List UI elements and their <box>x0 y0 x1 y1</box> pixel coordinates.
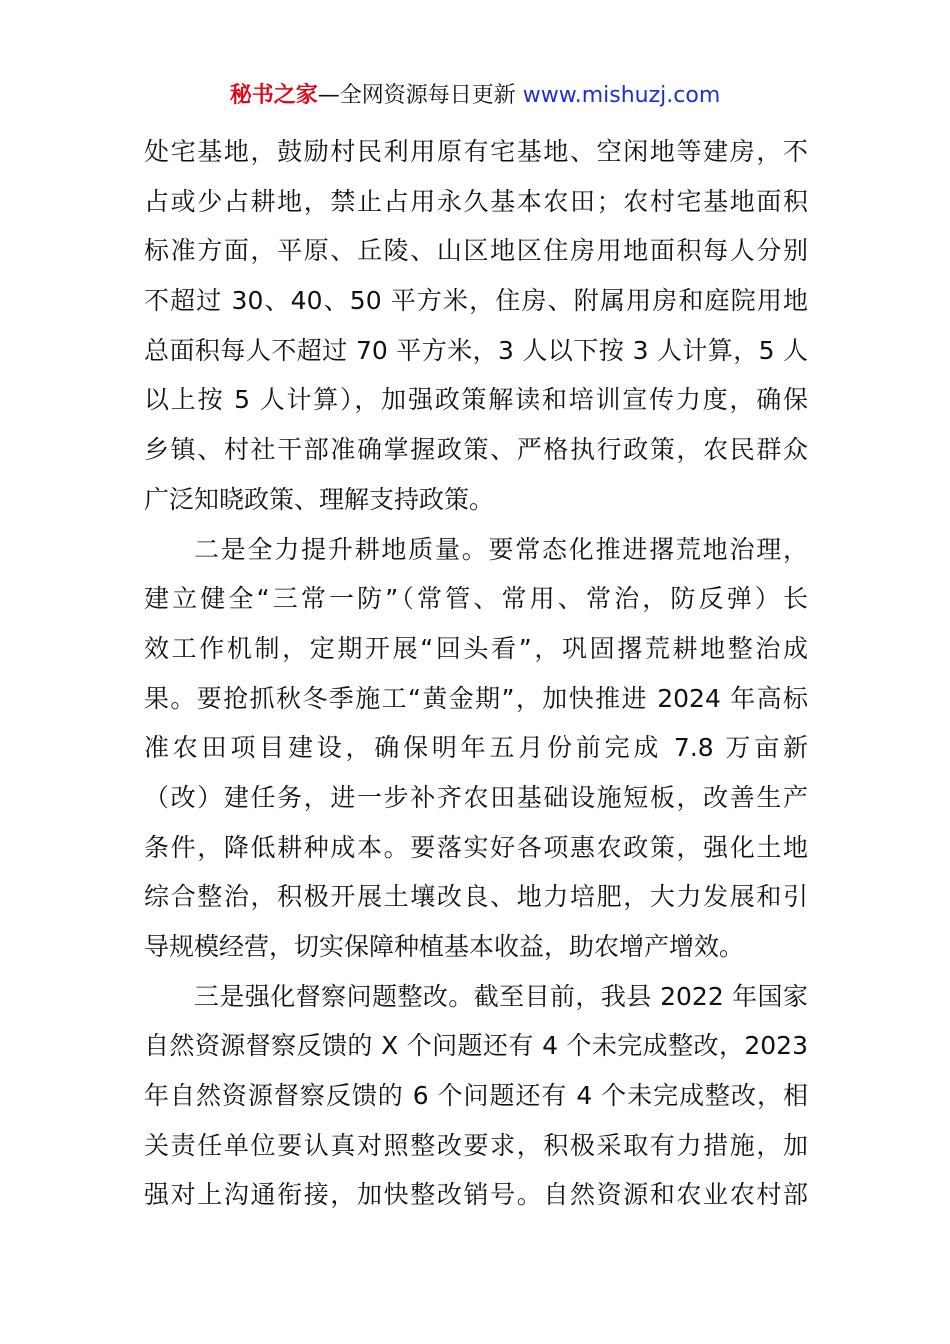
text-line: 建立健全“三常一防”（常管、常用、常治，防反弹）长 <box>144 584 808 614</box>
text-line: 处宅基地，鼓励村民利用原有宅基地、空闲地等建房，不 <box>144 137 808 166</box>
document-body <box>144 127 808 1220</box>
text-line: 二是全力提升耕地质量。要常态化推进撂荒地治理， <box>194 534 808 564</box>
site-brand: 秘书之家 <box>229 83 318 108</box>
text-line: 标准方面，平原、丘陵、山区地区住房用地面积每人分别 <box>144 236 808 266</box>
site-slogan: —全网资源每日更新 <box>317 83 523 108</box>
text-line: 强对上沟通衔接，加快整改销号。自然资源和农业农村部 <box>144 1180 808 1210</box>
text-line: 导规模经营，切实保障种植基本收益，助农增产增效。 <box>144 932 745 961</box>
text-line: 果。要抢抓秋冬季施工“黄金期”，加快推进 2024 年高标 <box>144 683 808 713</box>
text-line: 以上按 5 人计算），加强政策解读和培训宣传力度，确保 <box>144 385 808 415</box>
text-line: 综合整治，积极开展土壤改良、地力培肥，大力发展和引 <box>144 882 808 912</box>
text-line: 不超过 30、40、50 平方米，住房、附属用房和庭院用地 <box>144 286 808 316</box>
text-line: 年自然资源督察反馈的 6 个问题还有 4 个未完成整改，相 <box>144 1081 808 1111</box>
text-line: 效工作机制，定期开展“回头看”，巩固撂荒耕地整治成 <box>144 633 808 663</box>
page-header <box>0 80 950 112</box>
text-line: 条件，降低耕种成本。要落实好各项惠农政策，强化土地 <box>144 832 808 862</box>
text-line: 占或少占耕地，禁止占用永久基本农田；农村宅基地面积 <box>144 186 808 216</box>
text-line: 广泛知晓政策、理解支持政策。 <box>144 484 495 514</box>
text-line: 自然资源督察反馈的 X 个问题还有 4 个未完成整改，2023 <box>144 1031 808 1061</box>
text-line: 关责任单位要认真对照整改要求，积极采取有力措施，加 <box>144 1130 808 1160</box>
text-line: 准农田项目建设，确保明年五月份前完成 7.8 万亩新 <box>144 733 808 763</box>
text-line: 总面积每人不超过 70 平方米，3 人以下按 3 人计算，5 人 <box>144 335 808 365</box>
site-url-link[interactable]: www.mishuzj.com <box>522 83 721 108</box>
text-line: 乡镇、村社干部准确掌握政策、严格执行政策，农民群众 <box>144 435 808 465</box>
text-line: 三是强化督察问题整改。截至目前，我县 2022 年国家 <box>194 981 808 1011</box>
text-line: （改）建任务，进一步补齐农田基础设施短板，改善生产 <box>144 782 808 812</box>
